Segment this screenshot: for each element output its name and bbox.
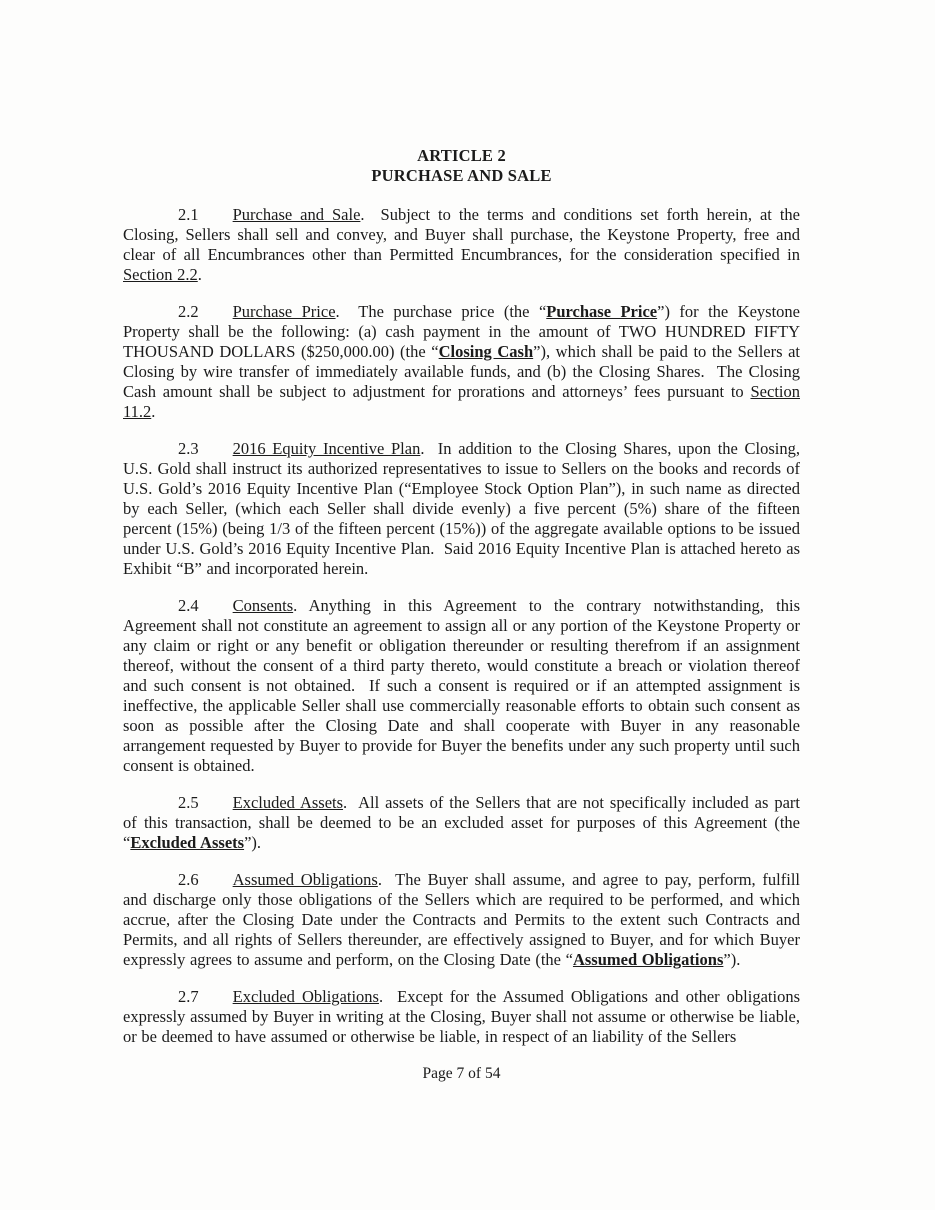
section-paragraph	[123, 793, 800, 853]
section-paragraph	[123, 987, 800, 1047]
section-number: 2.4	[178, 596, 199, 615]
emphasized-term: 2016 Equity Incentive Plan	[232, 439, 421, 458]
section-number: 2.5	[178, 793, 199, 812]
section-paragraph	[123, 302, 800, 422]
section-paragraph	[123, 870, 800, 970]
section-number: 2.3	[178, 439, 199, 458]
emphasized-term: Purchase Price	[546, 302, 658, 321]
body-text: . In addition to the Closing Shares, upon the Closing, U.S. Gold shall instruct its authorized representatives to issue to Sellers on the books and records of U.S. Gold’s 2016 Equity Incentive Plan (“Employee Stock Option Plan”), in such name as directed by each Seller, (which each Seller shall divide evenly) a five percent (5%) share of the fifteen percent (15%) (being 1/3 of the fifteen percent (15%)) of the aggregate available options to be issued under U.S. Gold’s 2016 Equity Incentive Plan. Said 2016 Equity Incentive Plan is attached hereto as Exhibit “B” and incorporated herein.	[123, 439, 801, 578]
body-text: . Anything in this Agreement to the contrary notwithstanding, this Agreement shall not constitute an agreement to assign all or any portion of the Keystone Property or any claim or right or any benefit or obligation thereunder or resulting therefrom if an assignment thereof, without the consent of a third party thereto, would constitute a breach or violation thereof and such consent is not obtained. If such a consent is required or if an attempted assignment is ineffective, the applicable Seller shall use commercially reasonable efforts to obtain such consent as soon as possible after the Closing Date and shall cooperate with Buyer in any reasonable arrangement requested by Buyer to provide for Buyer the benefits under any such property until such consent is obtained.	[123, 596, 800, 775]
body-text: .	[197, 265, 202, 284]
body-text: . Except for the Assumed Obligations and other obligations expressly assumed by Buyer in writing at the Closing, Buyer shall not assume or otherwise be liable, or be deemed to have assumed or otherwise be liable, in respect of an liability of the Sellers	[123, 987, 800, 1046]
emphasized-term: Consents	[232, 596, 294, 615]
body-text: . The Buyer shall assume, and agree to pay, perform, fulfill and discharge only those obligations of the Sellers which are required to be performed, and which accrue, after the Closing Date under the Contracts and Permits to the extent such Contracts and Permits, and all rights of Sellers thereunder, are effectively assigned to Buyer, and for which Buyer expressly agrees to assume and perform, on the Closing Date (the “	[123, 870, 800, 969]
article-number-line: ARTICLE 2	[417, 146, 506, 165]
emphasized-term: Excluded Assets	[232, 793, 344, 812]
body-text: ”).	[244, 833, 262, 852]
body-text: ”), which shall be paid to the Sellers at Closing by wire transfer of immediately available funds, and (b) the Closing Shares. The Closing Cash amount shall be subject to adjustment for prorations and attorneys’ fees pursuant to	[123, 342, 800, 401]
body-text: ”).	[723, 950, 741, 969]
body-text: .	[151, 402, 156, 421]
article-heading	[123, 146, 800, 186]
emphasized-term: Assumed Obligations	[232, 870, 378, 889]
document-body	[123, 205, 800, 1047]
emphasized-term: Section 11.2	[123, 382, 800, 421]
section-number: 2.1	[178, 205, 199, 224]
emphasized-term: Excluded Obligations	[232, 987, 379, 1006]
emphasized-term: Excluded Assets	[130, 833, 245, 852]
emphasized-term: Purchase and Sale	[232, 205, 361, 224]
section-number: 2.6	[178, 870, 199, 889]
body-text: . Subject to the terms and conditions set forth herein, at the Closing, Sellers shall sell and convey, and Buyer shall purchase, the Keystone Property, free and clear of all Encumbrances other than Permitted Encumbrances, for the consideration specified in	[123, 205, 801, 264]
body-text: . All assets of the Sellers that are not specifically included as part of this transaction, shall be deemed to be an excluded asset for purposes of this Agreement (the “	[123, 793, 800, 852]
section-number: 2.2	[178, 302, 199, 321]
section-paragraph	[123, 596, 800, 776]
body-text: ”) for the Keystone Property shall be the following: (a) cash payment in the amount of TWO HUNDRED FIFTY THOUSAND DOLLARS ($250,000.00) (the “	[123, 302, 800, 361]
section-paragraph	[123, 205, 800, 285]
section-number: 2.7	[178, 987, 199, 1006]
body-text: . The purchase price (the “	[335, 302, 547, 321]
section-paragraph	[123, 439, 800, 579]
emphasized-term: Closing Cash	[438, 342, 534, 361]
article-title-line: PURCHASE AND SALE	[371, 166, 552, 185]
emphasized-term: Purchase Price	[232, 302, 336, 321]
page-number-footer: Page 7 of 54	[422, 1065, 501, 1082]
emphasized-term: Assumed Obligations	[572, 950, 724, 969]
emphasized-term: Section 2.2	[123, 265, 198, 284]
